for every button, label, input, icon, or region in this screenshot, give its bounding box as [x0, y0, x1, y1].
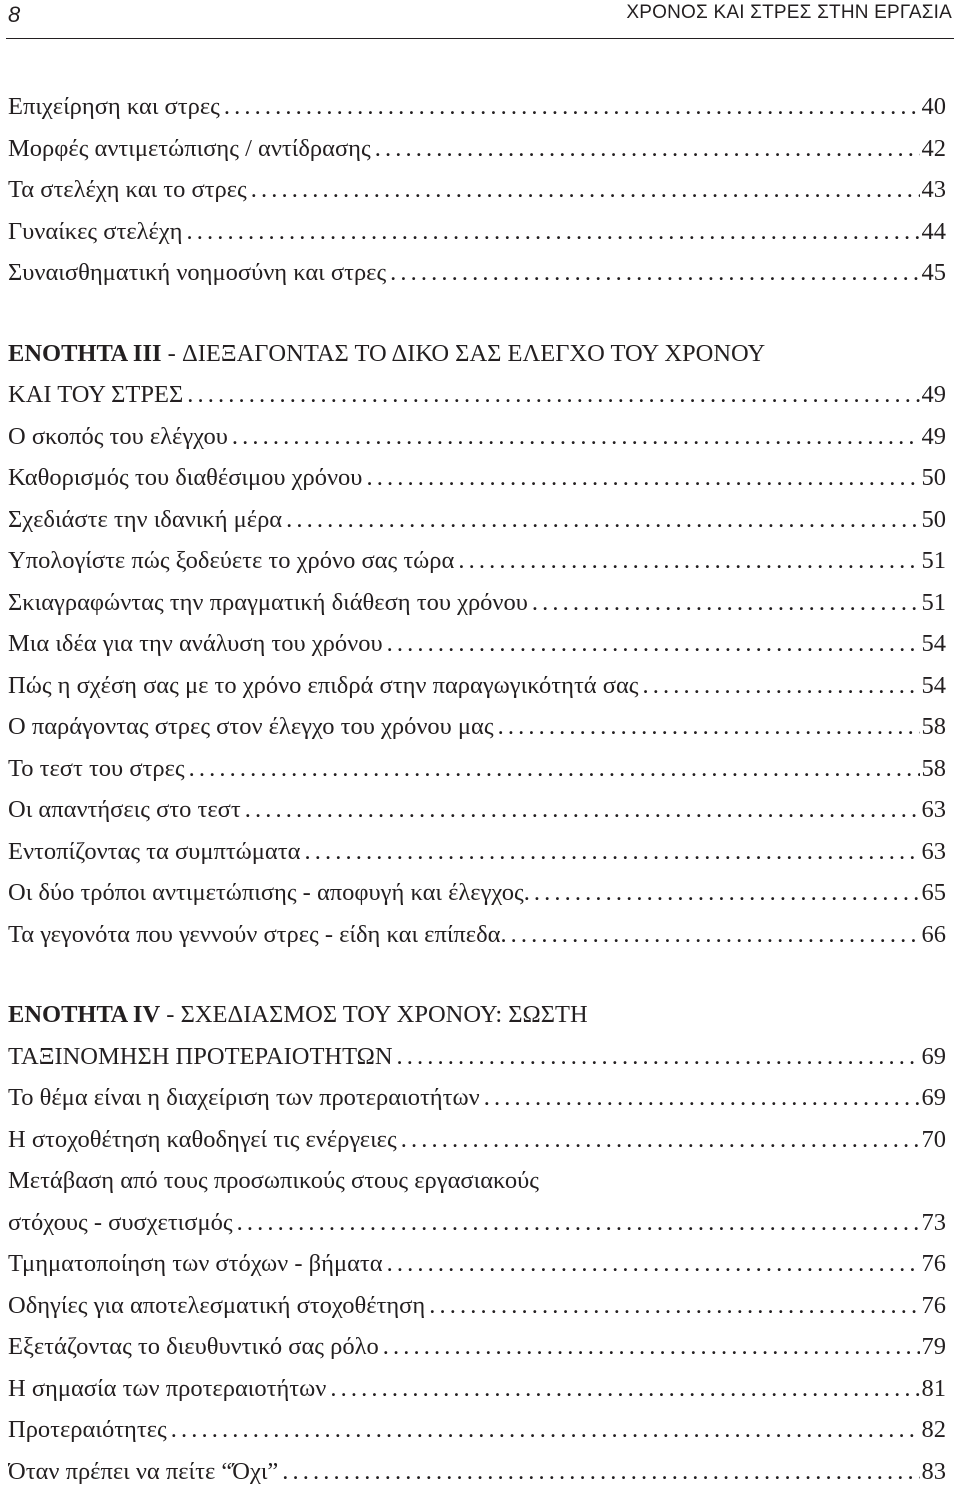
page-ref: 40 — [922, 86, 947, 128]
toc-group-1 — [8, 86, 946, 294]
toc-entry[interactable] — [8, 374, 946, 416]
page-ref: 42 — [922, 128, 947, 170]
section-title-continued: ΚΑΙ ΤΟΥ ΣΤΡΕΣ — [8, 374, 183, 416]
dot-leader — [286, 499, 919, 541]
dot-leader — [401, 1119, 920, 1161]
dot-leader — [251, 169, 920, 211]
dot-leader — [383, 1326, 920, 1368]
toc-entry — [8, 1202, 946, 1244]
toc-entry[interactable] — [8, 211, 946, 253]
section-title: - ΣΧΕΔΙΑΣΜΟΣ ΤΟΥ ΧΡΟΝΟΥ: ΣΩΣΤΗ — [160, 1001, 587, 1028]
dot-leader — [189, 748, 920, 790]
toc-entry[interactable] — [8, 252, 946, 294]
entry-title: Επιχείρηση και στρες — [8, 86, 220, 128]
dot-leader — [532, 582, 920, 624]
dot-leader — [187, 374, 919, 416]
toc-entry[interactable] — [8, 1077, 946, 1119]
entry-title: Το τεστ του στρες — [8, 748, 185, 790]
toc-entry[interactable] — [8, 1368, 946, 1410]
page-ref: 51 — [922, 540, 947, 582]
toc-group-3 — [8, 416, 946, 956]
page-ref: 73 — [922, 1202, 947, 1244]
entry-title: Μια ιδέα για την ανάλυση του χρόνου — [8, 623, 383, 665]
page-ref: 51 — [922, 582, 947, 624]
dot-leader — [224, 86, 920, 128]
dot-leader — [511, 914, 920, 956]
page-ref: 76 — [922, 1285, 947, 1327]
entry-title: Εντοπίζοντας τα συμπτώματα — [8, 831, 300, 873]
toc-entry[interactable] — [8, 623, 946, 665]
entry-title: Το θέμα είναι η διαχείριση των προτεραιοτήτων — [8, 1077, 480, 1119]
toc-entry[interactable] — [8, 665, 946, 707]
running-title: ΧΡΟΝΟΣ ΚΑΙ ΣΤΡΕΣ ΣΤΗΝ ΕΡΓΑΣΙΑ — [626, 2, 952, 24]
dot-leader — [458, 540, 919, 582]
entry-title: Σχεδιάστε την ιδανική μέρα — [8, 499, 282, 541]
dot-leader — [375, 128, 920, 170]
page-number: 8 — [8, 2, 20, 28]
dot-leader — [304, 831, 919, 873]
toc-entry[interactable] — [8, 416, 946, 458]
entry-title: Ο σκοπός του ελέγχου — [8, 416, 228, 458]
section-title: - ΔΙΕΞΑΓΟΝΤΑΣ ΤΟ ΔΙΚΟ ΣΑΣ ΕΛΕΓΧΟ ΤΟΥ ΧΡΟΝΟΥ — [162, 340, 766, 367]
entry-title: Εξετάζοντας το διευθυντικό σας ρόλο — [8, 1326, 379, 1368]
page-ref: 65 — [922, 872, 947, 914]
entry-title: Τα στελέχη και το στρες — [8, 169, 247, 211]
section-title-continued: ΤΑΞΙΝΟΜΗΣΗ ΠΡΟΤΕΡΑΙΟΤΗΤΩΝ — [8, 1036, 393, 1078]
page-ref: 43 — [922, 169, 947, 211]
toc-entry[interactable] — [8, 872, 946, 914]
toc-group-4b — [8, 1243, 946, 1492]
section-heading-line — [8, 994, 946, 1036]
dot-leader — [387, 1243, 920, 1285]
toc-entry[interactable] — [8, 128, 946, 170]
page-ref: 49 — [922, 374, 947, 416]
toc-entry[interactable] — [8, 1326, 946, 1368]
dot-leader — [245, 789, 920, 831]
entry-title: Όταν πρέπει να πείτε “Όχι” — [8, 1451, 278, 1492]
page-ref: 50 — [922, 499, 947, 541]
toc-entry[interactable] — [8, 748, 946, 790]
toc-entry[interactable] — [8, 169, 946, 211]
toc-entry[interactable] — [8, 499, 946, 541]
dot-leader — [232, 416, 920, 458]
dot-leader — [330, 1368, 919, 1410]
page-ref: 63 — [922, 831, 947, 873]
entry-title: Οι δύο τρόποι αντιμετώπισης - αποφυγή και έλεγχος. — [8, 872, 530, 914]
entry-title: Υπολογίστε πώς ξοδεύετε το χρόνο σας τώρα — [8, 540, 454, 582]
toc-entry[interactable] — [8, 1285, 946, 1327]
toc-entry[interactable] — [8, 1036, 946, 1078]
page-header — [6, 0, 954, 39]
toc-entry[interactable] — [8, 1243, 946, 1285]
toc-entry[interactable] — [8, 540, 946, 582]
dot-leader — [498, 706, 920, 748]
page-ref: 54 — [922, 623, 947, 665]
entry-title-line: Μετάβαση από τους προσωπικούς στους εργασιακούς — [8, 1160, 946, 1202]
toc-entry[interactable] — [8, 789, 946, 831]
entry-title: Μορφές αντιμετώπισης / αντίδρασης — [8, 128, 371, 170]
entry-title: Προτεραιότητες — [8, 1409, 167, 1451]
page-ref: 70 — [922, 1119, 947, 1161]
section-heading-3 — [8, 333, 946, 416]
entry-title: Τμηματοποίηση των στόχων - βήματα — [8, 1243, 383, 1285]
dot-leader — [171, 1409, 920, 1451]
dot-leader — [390, 252, 919, 294]
entry-title: Οι απαντήσεις στο τεστ — [8, 789, 241, 831]
dot-leader — [387, 623, 920, 665]
entry-title: Γυναίκες στελέχη — [8, 211, 182, 253]
toc-entry[interactable] — [8, 86, 946, 128]
dot-leader — [186, 211, 919, 253]
page-ref: 54 — [922, 665, 947, 707]
page-ref: 69 — [922, 1036, 947, 1078]
entry-title: Συναισθηματική νοημοσύνη και στρες — [8, 252, 386, 294]
toc-entry[interactable] — [8, 831, 946, 873]
dot-leader — [366, 457, 919, 499]
section-heading-4 — [8, 994, 946, 1077]
page-ref: 69 — [922, 1077, 947, 1119]
page-ref: 82 — [922, 1409, 947, 1451]
page-ref: 83 — [922, 1451, 947, 1492]
section-label: ΕΝΟΤΗΤΑ III — [8, 340, 162, 367]
page-ref: 45 — [922, 252, 947, 294]
toc-entry[interactable] — [8, 1119, 946, 1161]
toc-entry[interactable] — [8, 582, 946, 624]
page-ref: 63 — [922, 789, 947, 831]
dot-leader — [534, 872, 920, 914]
page-ref: 81 — [922, 1368, 947, 1410]
dot-leader — [397, 1036, 920, 1078]
entry-title: Η στοχοθέτηση καθοδηγεί τις ενέργειες — [8, 1119, 397, 1161]
toc-entry[interactable] — [8, 457, 946, 499]
entry-title: Πώς η σχέση σας με το χρόνο επιδρά στην παραγωγικότητά σας — [8, 665, 639, 707]
entry-title: Ο παράγοντας στρες στον έλεγχο του χρόνου μας — [8, 706, 494, 748]
toc-entry-wrapped[interactable] — [8, 1160, 946, 1243]
page-ref: 44 — [922, 211, 947, 253]
page-ref: 49 — [922, 416, 947, 458]
section-label: ΕΝΟΤΗΤΑ IV — [8, 1001, 160, 1028]
page-ref: 76 — [922, 1243, 947, 1285]
page-ref: 50 — [922, 457, 947, 499]
section-heading-line — [8, 333, 946, 375]
toc-entry[interactable] — [8, 706, 946, 748]
entry-title: Οδηγίες για αποτελεσματική στοχοθέτηση — [8, 1285, 425, 1327]
toc-entry[interactable] — [8, 914, 946, 956]
page-ref: 58 — [922, 706, 947, 748]
dot-leader — [429, 1285, 919, 1327]
toc-entry[interactable] — [8, 1409, 946, 1451]
dot-leader — [237, 1202, 920, 1244]
entry-title: Καθορισμός του διαθέσιμου χρόνου — [8, 457, 362, 499]
entry-title: στόχους - συσχετισμός — [8, 1202, 233, 1244]
entry-title: Τα γεγονότα που γεννούν στρες - είδη και επίπεδα. — [8, 914, 507, 956]
page-ref: 58 — [922, 748, 947, 790]
dot-leader — [643, 665, 920, 707]
dot-leader — [484, 1077, 920, 1119]
table-of-contents — [8, 86, 946, 1492]
page-ref: 66 — [922, 914, 947, 956]
page-ref: 79 — [922, 1326, 947, 1368]
toc-group-4a — [8, 1077, 946, 1160]
entry-title: Σκιαγραφώντας την πραγματική διάθεση του χρόνου — [8, 582, 528, 624]
entry-title: Η σημασία των προτεραιοτήτων — [8, 1368, 326, 1410]
